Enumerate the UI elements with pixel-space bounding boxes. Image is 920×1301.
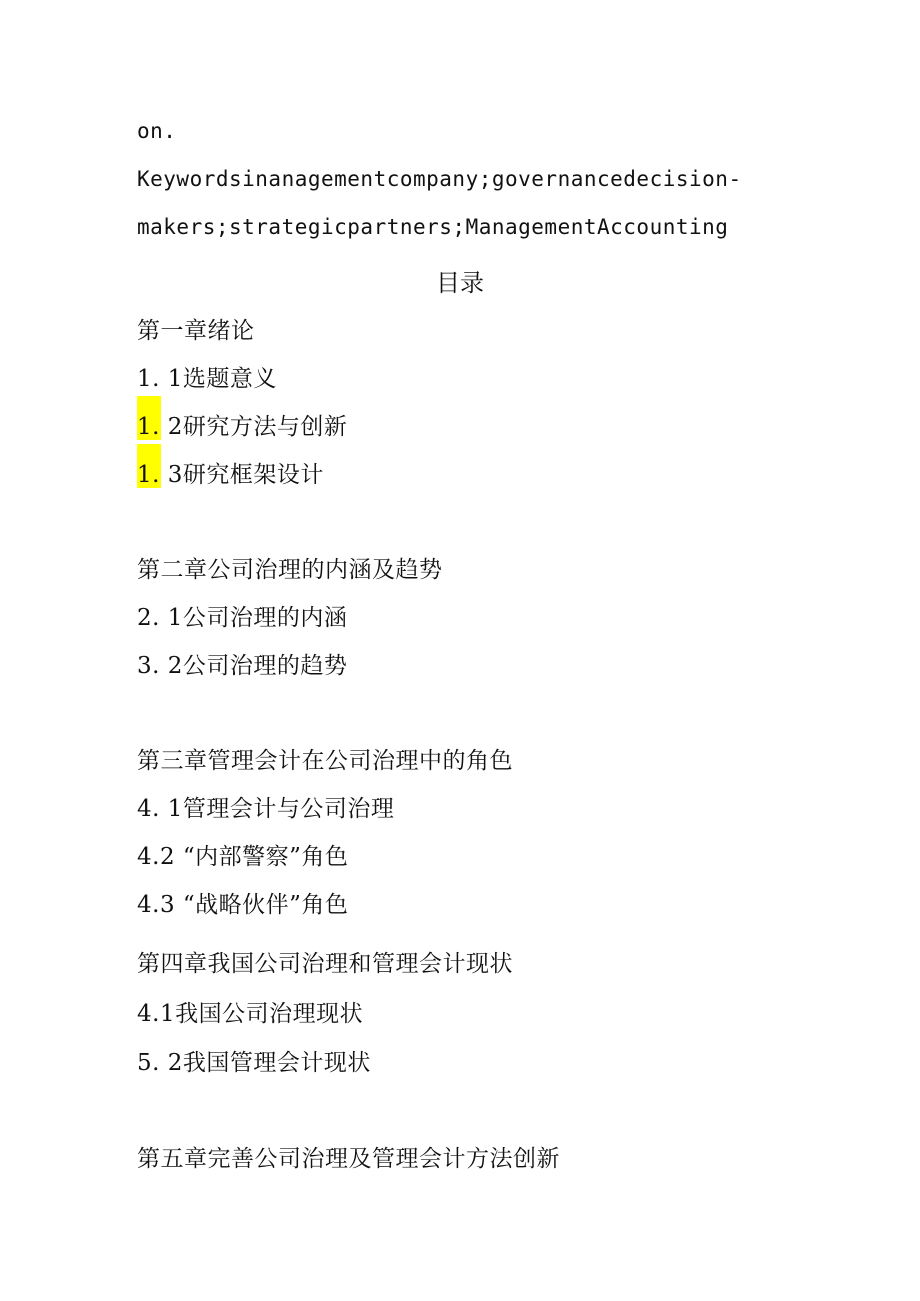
toc-chapter: 第四章我国公司治理和管理会计现状	[137, 951, 513, 977]
toc-section: 1. 1选题意义	[137, 366, 277, 392]
keywords-line: makers;strategicpartners;ManagementAccounting	[137, 215, 729, 239]
toc-section: 4. 1管理会计与公司治理	[137, 796, 395, 822]
toc-section: 1. 3研究框架设计	[137, 462, 324, 488]
toc-section: 5. 2我国管理会计现状	[137, 1050, 371, 1076]
toc-chapter: 第二章公司治理的内涵及趋势	[137, 557, 443, 583]
keywords-line: Keywordsinanagementcompany;governancedecision-	[137, 167, 742, 191]
abstract-line: on.	[137, 119, 177, 143]
toc-section: 2. 1公司治理的内涵	[137, 605, 348, 631]
toc-title: 目录	[436, 269, 484, 297]
toc-section: 4.3 “战略伙伴”角色	[137, 892, 349, 918]
toc-chapter: 第五章完善公司治理及管理会计方法创新	[137, 1146, 560, 1172]
toc-chapter: 第三章管理会计在公司治理中的角色	[137, 748, 513, 774]
toc-section: 1. 2研究方法与创新	[137, 414, 348, 440]
toc-section: 4.2 “内部警察”角色	[137, 844, 349, 870]
toc-section: 4.1我国公司治理现状	[137, 1001, 364, 1027]
toc-section: 3. 2公司治理的趋势	[137, 653, 348, 679]
toc-chapter: 第一章绪论	[137, 318, 255, 344]
